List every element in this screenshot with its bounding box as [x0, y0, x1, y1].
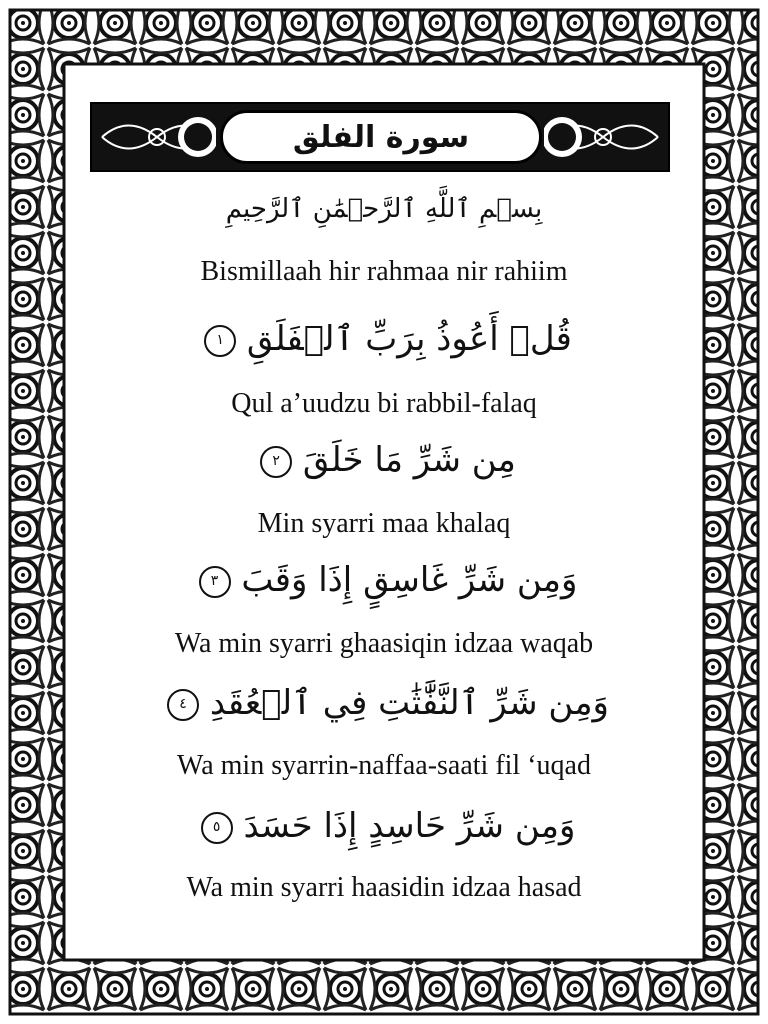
- surah-header: [90, 102, 670, 172]
- surah-title: سورة الفلق: [292, 119, 470, 155]
- verse-3-text: وَمِن شَرِّ غَاسِقٍ إِذَا وَقَبَ: [241, 560, 578, 600]
- verse-1-arabic: [0, 318, 768, 359]
- verse-2-arabic: [0, 440, 768, 480]
- verse-2-transliteration: Min syarri maa khalaq: [257, 508, 511, 539]
- verse-5-arabic: [0, 806, 768, 846]
- verse-5-text: وَمِن شَرِّ حَاسِدٍ إِذَا حَسَدَ: [243, 806, 576, 846]
- verse-1-text: قُلۡ أَعُوذُ بِرَبِّ ٱلۡفَلَقِ: [246, 319, 572, 359]
- surah-title-cartouche: [220, 110, 542, 164]
- header-ornament-left: [98, 110, 216, 164]
- verse-4-arabic: [0, 682, 768, 723]
- verse-2-text: مِن شَرِّ مَا خَلَقَ: [302, 440, 516, 480]
- verse-3-transliteration: Wa min syarri ghaasiqin idzaa waqab: [174, 628, 594, 659]
- verse-4-number: ٤: [167, 689, 199, 721]
- verse-4-transliteration: Wa min syarrin-naffaa-saati fil ‘uqad: [177, 750, 591, 781]
- basmala-arabic: بِسۡمِ ٱللَّهِ ٱلرَّحۡمَٰنِ ٱلرَّحِيمِ: [225, 194, 543, 224]
- verse-1-number: ١: [204, 325, 236, 357]
- basmala-transliteration: Bismillaah hir rahmaa nir rahiim: [200, 256, 568, 287]
- verse-5-transliteration: Wa min syarri haasidin idzaa hasad: [186, 872, 582, 903]
- verse-2-number: ٢: [260, 446, 292, 478]
- verse-1-transliteration: Qul a’uudzu bi rabbil-falaq: [231, 388, 537, 419]
- verse-3-number: ٣: [199, 566, 231, 598]
- verse-5-number: ٥: [201, 812, 233, 844]
- verse-4-text: وَمِن شَرِّ ٱلنَّفَّٰثَٰتِ فِي ٱلۡعُقَدِ: [209, 683, 609, 723]
- header-ornament-right: [544, 110, 662, 164]
- verse-3-arabic: [0, 560, 768, 600]
